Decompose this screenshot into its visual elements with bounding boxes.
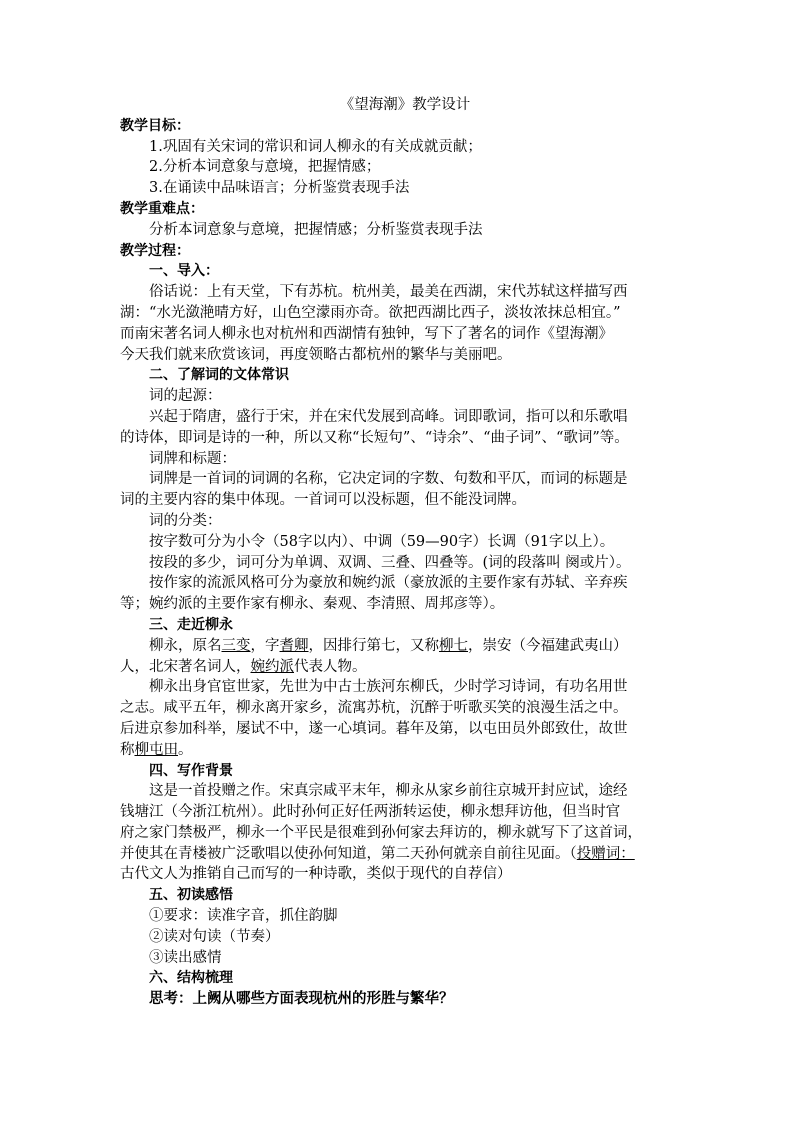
underlined-term: 投赠词： [576, 845, 635, 862]
text-run: 。 [178, 741, 193, 758]
objective-item: 2.分析本词意象与意境，把握情感； [149, 159, 381, 176]
objective-item: 3.在诵读中品味语言；分析鉴赏表现手法 [149, 180, 410, 197]
paragraph-line: 之志。咸平五年，柳永离开家乡，流寓苏杭，沉醉于听歌买笑的浪漫生活之中。 [120, 700, 628, 717]
text-run: 柳永，原名 [149, 637, 222, 654]
section-2-title: 二、了解词的文体常识 [149, 367, 289, 384]
paragraph-line: 的诗体，即词是诗的一种，所以又称“长短句”、“诗余”、“曲子词”、“歌词”等。 [120, 429, 629, 446]
underlined-term: 柳屯田 [134, 741, 178, 758]
objective-item: 1.巩固有关宋词的常识和词人柳永的有关成就贡献； [149, 138, 482, 155]
paragraph-line: 按字数可分为小令（58字以内）、中调（59—90字）长调（91字以上）。 [149, 533, 615, 550]
section-4-title: 四、写作背景 [149, 762, 233, 779]
paragraph-line: 按作家的流派风格可分为豪放和婉约派（豪放派的主要作家有苏轼、辛弃疾 [149, 575, 628, 592]
paragraph-line: 古代文人为推销自己而写的一种诗歌，类似于现代的自荐信） [120, 866, 512, 883]
subheading-origin: 词的起源： [149, 388, 222, 405]
underlined-term: 婉约派 [250, 658, 294, 675]
process-heading: 教学过程： [120, 242, 190, 259]
paragraph-line: 府之家门禁极严，柳永一个平民是很难到孙何家去拜访的，柳永就写下了这首词， [120, 824, 642, 841]
text-run: 并使其在青楼被广泛歌唱以使孙何知道，第二天孙何就亲自前往见面。（ [120, 845, 577, 862]
page-title: 《望海潮》教学设计 [339, 97, 471, 113]
key-points-text: 分析本词意象与意境，把握情感；分析鉴赏表现手法 [149, 221, 483, 238]
paragraph-line: 兴起于隋唐，盛行于宋，并在宋代发展到高峰。词即歌词，指可以和乐歌唱 [149, 408, 628, 425]
paragraph-line: 后进京参加科举，屡试不中，遂一心填词。暮年及第，以屯田员外郎致仕，故世 [120, 720, 628, 737]
text-run: 代表人物。 [294, 658, 367, 675]
section-3-title: 三、走近柳永 [149, 616, 233, 633]
paragraph-line: 钱塘江（今浙江杭州）。此时孙何正好任两浙转运使，柳永想拜访他，但当时官 [120, 804, 621, 821]
paragraph-line: 词的主要内容的集中体现。一首词可以没标题，但不能没词牌。 [120, 492, 526, 509]
text-run: ，崇安（今福建武夷山） [468, 637, 628, 654]
paragraph-line: 今天我们就来欣赏该词，再度领略古都杭州的繁华与美丽吧。 [120, 346, 512, 363]
paragraph-line [120, 657, 690, 678]
section-6-title: 六、结构梳理 [149, 970, 233, 987]
discussion-question: 思考：上阙从哪些方面表现杭州的形胜与繁华？ [149, 991, 454, 1008]
paragraph-line [120, 844, 690, 865]
underlined-term: 耆卿 [279, 637, 309, 654]
paragraph-line: 而南宋著名词人柳永也对杭州和西湖情有独钟，写下了著名的词作《望海潮》 [120, 325, 613, 342]
text-run: ，因排行第七，又称 [308, 637, 439, 654]
document-page [120, 95, 690, 1010]
paragraph-line: 这是一首投赠之作。宋真宗咸平末年，柳永从家乡前往京城开封应试，途经 [149, 783, 628, 800]
paragraph-line: 柳永出身官宦世家，先世为中古士族河东柳氏，少时学习诗词，有功名用世 [149, 679, 628, 696]
text-run: 人，北宋著名词人， [120, 658, 251, 675]
paragraph-line: 等；婉约派的主要作家有柳永、秦观、李清照、周邦彦等）。 [120, 596, 505, 613]
underlined-term: 三变 [221, 637, 251, 654]
underlined-term: 柳七 [439, 637, 468, 654]
subheading-tune: 词牌和标题： [149, 450, 236, 467]
subheading-class: 词的分类： [149, 512, 222, 529]
paragraph-line: 按段的多少，词可分为单调、双调、三叠、四叠等。(词的段落叫 阕或片）。 [149, 554, 631, 571]
text-run: 称 [120, 741, 135, 758]
paragraph-line [120, 740, 690, 761]
paragraph-line: 湖：“水光潋滟晴方好，山色空濛雨亦奇。欲把西湖比西子，淡妆浓抹总相宜。” [120, 304, 621, 321]
section-5-title: 五、初读感悟 [149, 887, 233, 904]
paragraph-line: 词牌是一首词的词调的名称，它决定词的字数、句数和平仄，而词的标题是 [149, 471, 628, 488]
text-run: ，字 [250, 637, 280, 654]
section-1-title: 一、导入： [149, 263, 219, 280]
list-item: ②读对句读（节奏） [149, 928, 280, 945]
paragraph-line [120, 636, 690, 657]
list-item: ③读出感情 [149, 949, 222, 966]
paragraph-line: 俗话说：上有天堂，下有苏杭。杭州美，最美在西湖，宋代苏轼这样描写西 [149, 284, 628, 301]
key-points-heading: 教学重难点： [120, 200, 204, 217]
list-item: ①要求：读准字音，抓住韵脚 [149, 908, 338, 925]
objectives-heading: 教学目标： [120, 117, 190, 134]
